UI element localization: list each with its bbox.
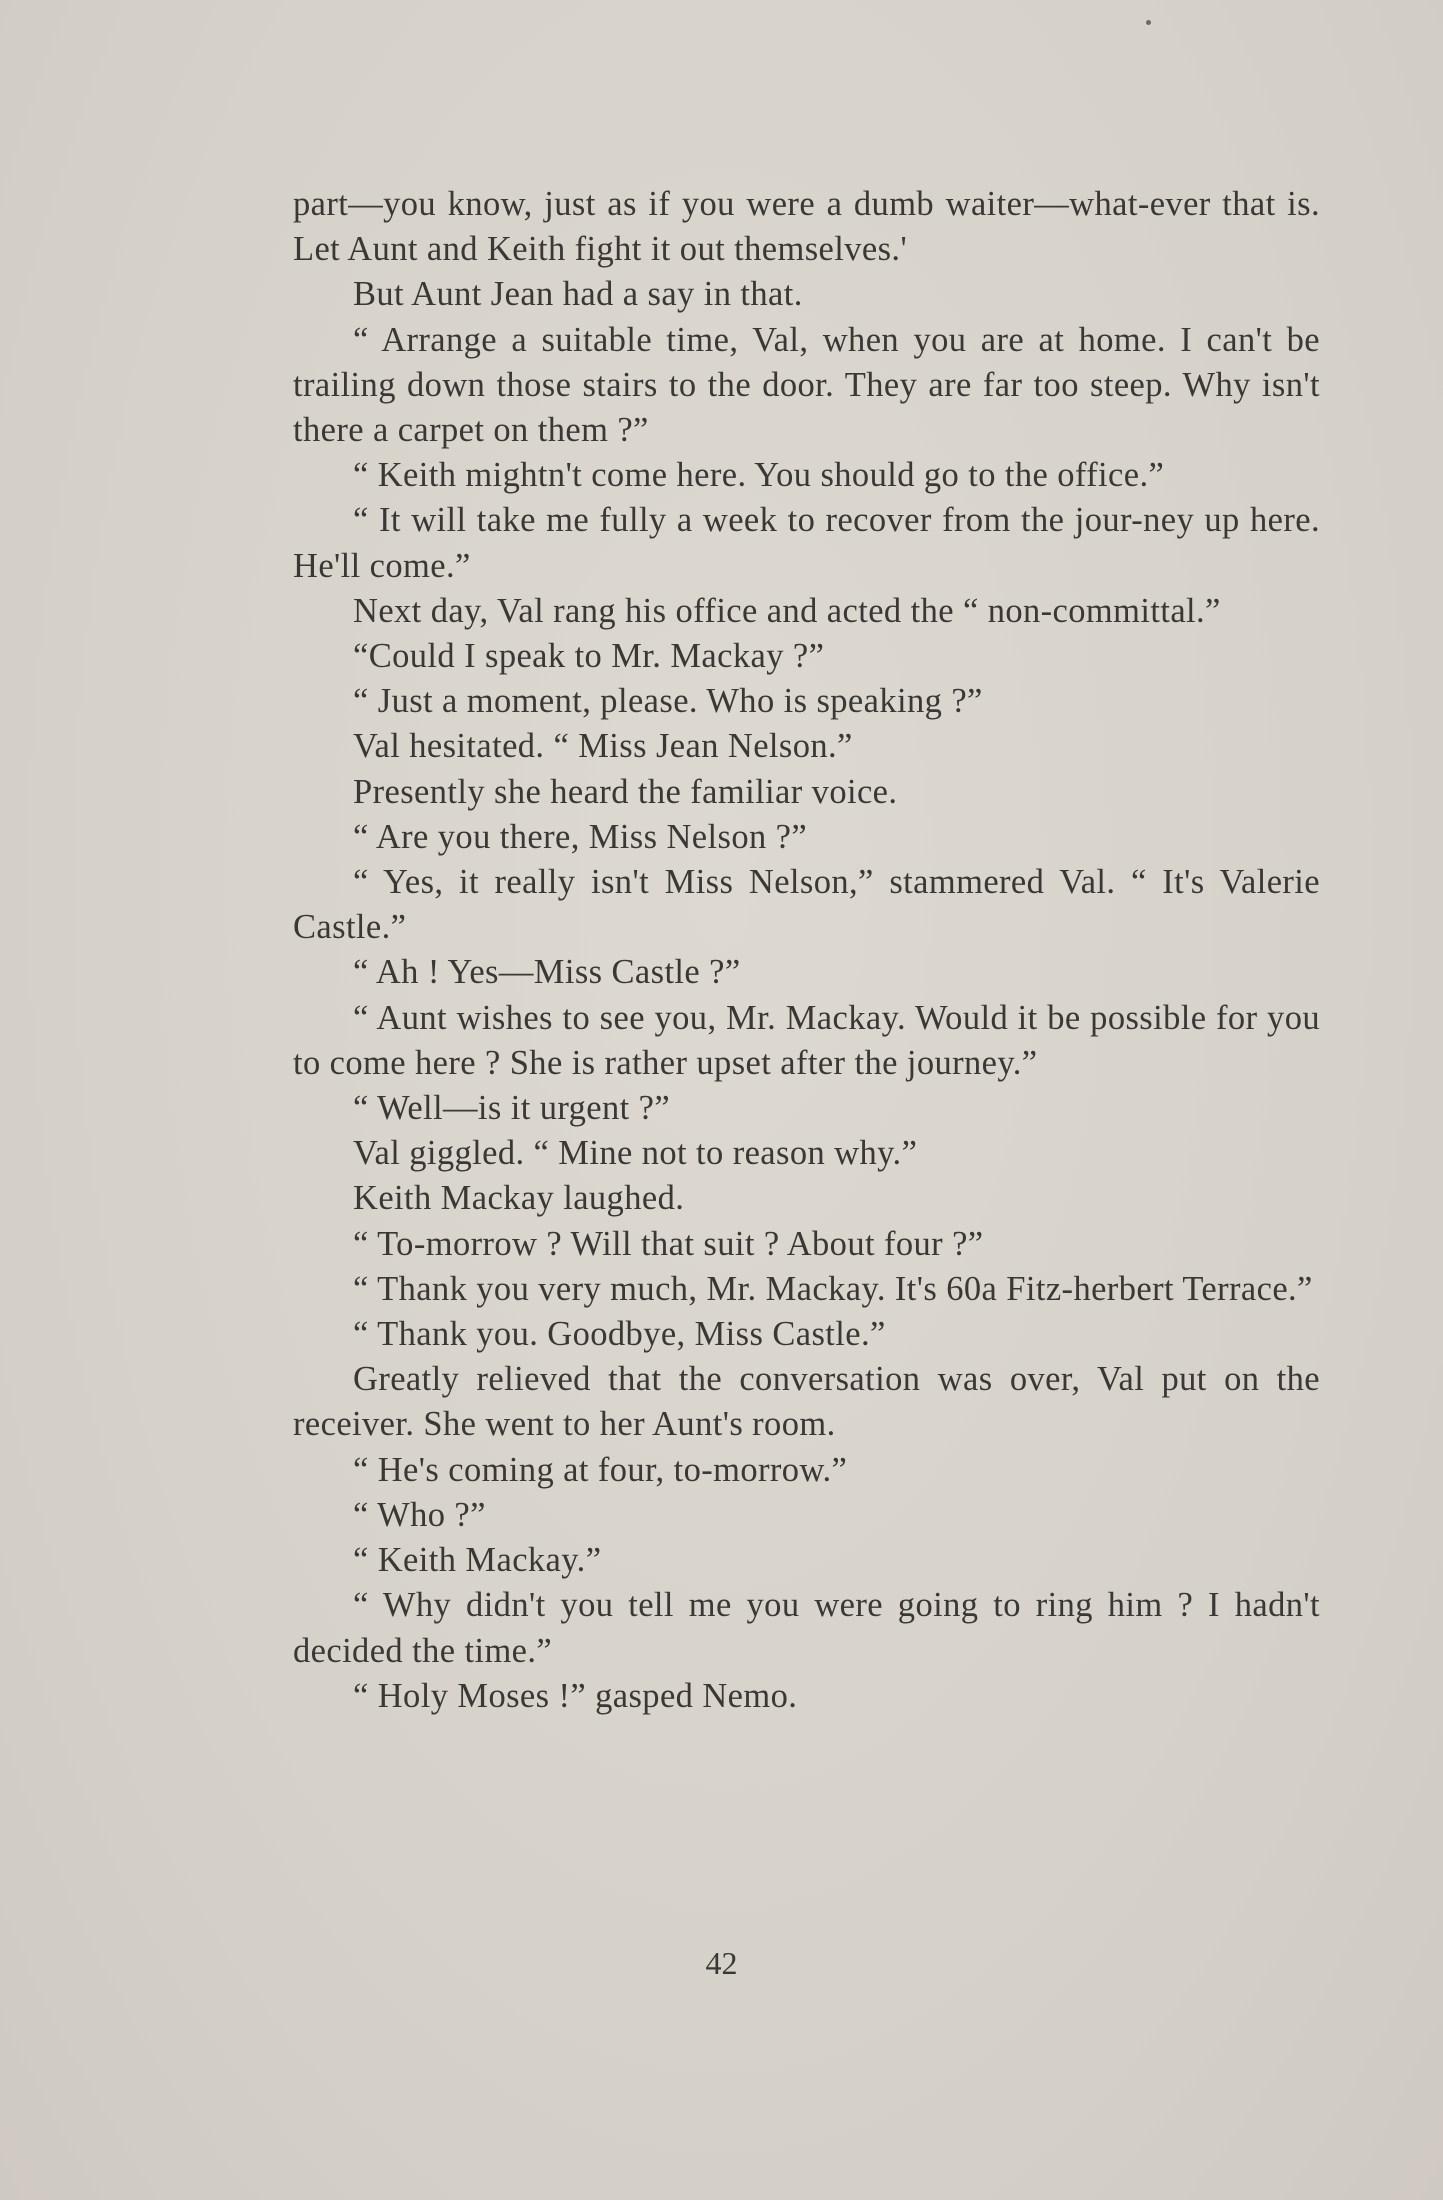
paragraph: Keith Mackay laughed. — [353, 1179, 685, 1218]
paragraph: Greatly relieved that the conversation was over, Val put on the receiver. She went to her Aunt's room. — [293, 1360, 1320, 1444]
paragraph: “ To-morrow ? Will that suit ? About four ?” — [353, 1224, 984, 1263]
paragraph: “ Well—is it urgent ?” — [353, 1089, 671, 1128]
paragraph: Presently she heard the familiar voice. — [353, 772, 898, 811]
paragraph: “ Are you there, Miss Nelson ?” — [353, 817, 808, 856]
page-number: 42 — [705, 1945, 738, 1981]
paragraph: “ Why didn't you tell me you were going to ring him ? I hadn't decided the time.” — [293, 1586, 1320, 1670]
paragraph: “ Just a moment, please. Who is speaking ?” — [353, 682, 983, 721]
paragraph: Val giggled. “ Mine not to reason why.” — [353, 1134, 918, 1173]
paragraph: “ Ah ! Yes—Miss Castle ?” — [353, 953, 741, 992]
paragraph: “ Holy Moses !” gasped Nemo. — [353, 1676, 798, 1715]
ink-speck — [1146, 20, 1151, 25]
paragraph: “ Who ?” — [353, 1495, 486, 1534]
paragraph: “ He's coming at four, to-morrow.” — [353, 1450, 848, 1489]
paragraph: “ Aunt wishes to see you, Mr. Mackay. Would it be possible for you to come here ? She is rather upset after the journey.” — [293, 998, 1320, 1082]
body-text — [293, 182, 1320, 1719]
paragraph: Val hesitated. “ Miss Jean Nelson.” — [353, 727, 853, 766]
paragraph: “ Thank you very much, Mr. Mackay. It's 60a Fitz-herbert Terrace.” — [353, 1269, 1313, 1308]
paragraph: “ Keith Mackay.” — [353, 1541, 602, 1580]
paragraph: “ Yes, it really isn't Miss Nelson,” stammered Val. “ It's Valerie Castle.” — [293, 863, 1320, 947]
paragraph: “ It will take me fully a week to recover from the jour-ney up here. He'll come.” — [293, 501, 1320, 585]
paragraph: “ Thank you. Goodbye, Miss Castle.” — [353, 1315, 886, 1354]
paragraph: “Could I speak to Mr. Mackay ?” — [353, 637, 825, 676]
paragraph: “ Keith mightn't come here. You should go to the office.” — [353, 456, 1165, 495]
paragraph: “ Arrange a suitable time, Val, when you are at home. I can't be trailing down those stairs to the door. They are far too steep. Why isn't there a carpet on them ?” — [293, 320, 1320, 450]
paragraph: part—you know, just as if you were a dumb waiter—what-ever that is. Let Aunt and Keith fight it out themselves.' — [293, 185, 1320, 269]
paragraph: But Aunt Jean had a say in that. — [353, 275, 803, 314]
paragraph: Next day, Val rang his office and acted the “ non-committal.” — [353, 591, 1221, 630]
